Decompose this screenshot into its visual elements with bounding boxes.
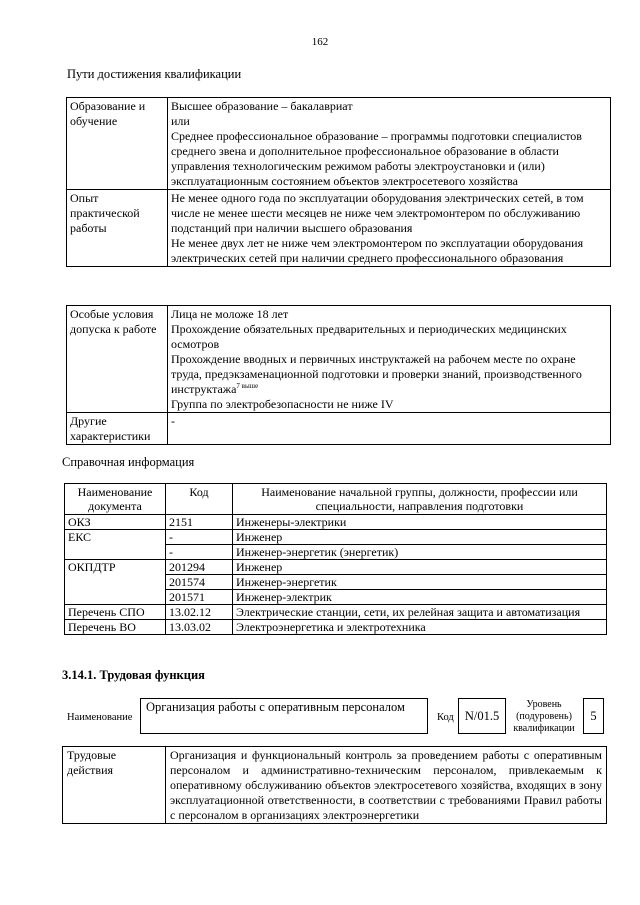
qualification-table: [66, 97, 611, 267]
education-label: Образование и обучение: [67, 98, 168, 190]
table-row: [65, 560, 607, 575]
cell-code: 2151: [166, 515, 233, 530]
table-row: [67, 306, 611, 413]
education-line: Высшее образование – бакалавриат: [171, 99, 353, 113]
cell-name: Инженер-энергетик: [233, 575, 607, 590]
reference-table: [64, 483, 607, 635]
cell-document: Перечень ВО: [65, 620, 166, 635]
cell-name: Электрические станции, сети, их релейная защита и автоматизация: [233, 605, 607, 620]
other-characteristics-label: Другие характеристики: [67, 413, 168, 445]
header-name: Наименование начальной группы, должности, профессии или специальности, направления подготовки: [233, 484, 607, 515]
function-name-label: Наименование: [67, 712, 133, 723]
conditions-table: [66, 305, 611, 445]
table-row: [65, 530, 607, 545]
education-line: или: [171, 114, 190, 128]
condition-line: Лица не моложе 18 лет: [171, 307, 289, 321]
cell-code: 201571: [166, 590, 233, 605]
footnote-mark: 7 выше: [236, 382, 259, 390]
special-conditions-value: [168, 306, 611, 413]
labor-actions-value: Организация и функциональный контроль за проведением работы с оперативным персоналом и административно-техническим персоналом, привлекаемым к оперативному обслуживанию объектов электросетевого хозяйства, входящих в зону эксплуатационной ответственности, в соответствии с требованиями Правил работы с персоналом в организациях электроэнергетики: [166, 747, 607, 824]
table-row: [65, 620, 607, 635]
cell-name: Инженер-электрик: [233, 590, 607, 605]
function-code-label: Код: [437, 712, 454, 723]
experience-line: Не менее двух лет не ниже чем электромонтером по эксплуатации оборудования электрических сетей при наличии среднего профессионального образования: [171, 236, 584, 265]
cell-name: Инженер: [233, 530, 607, 545]
reference-title: Справочная информация: [62, 455, 195, 469]
header-code: Код: [166, 484, 233, 515]
experience-value: [168, 190, 611, 267]
cell-document: ОКЗ: [65, 515, 166, 530]
qualification-section-title: Пути достижения квалификации: [67, 67, 242, 81]
experience-label: Опыт практической работы: [67, 190, 168, 267]
labor-actions-label: Трудовые действия: [63, 747, 166, 824]
cell-name: Электроэнергетика и электротехника: [233, 620, 607, 635]
table-header-row: [65, 484, 607, 515]
condition-text: Прохождение вводных и первичных инструктажей на рабочем месте по охране труда, предэкзаменационной подготовки и проверки знаний, производственного инструктажа: [171, 352, 582, 396]
cell-document: ОКПДТР: [65, 560, 166, 605]
table-row: [63, 747, 607, 824]
cell-code: 13.02.12: [166, 605, 233, 620]
cell-document: ЕКС: [65, 530, 166, 560]
labor-actions-table: [62, 746, 607, 824]
qualification-level-value: 5: [583, 698, 604, 734]
function-name-value: Организация работы с оперативным персоналом: [140, 698, 428, 734]
special-conditions-label: Особые условия допуска к работе: [67, 306, 168, 413]
function-code-value: N/01.5: [458, 698, 506, 734]
cell-code: -: [166, 530, 233, 545]
table-row: [67, 190, 611, 267]
table-row: [65, 515, 607, 530]
table-row: [67, 98, 611, 190]
cell-name: Инженер: [233, 560, 607, 575]
education-value: [168, 98, 611, 190]
cell-code: -: [166, 545, 233, 560]
experience-line: Не менее одного года по эксплуатации оборудования электрических сетей, в том числе не менее шести месяцев не ниже чем электромонтером по обслуживанию подстанций при наличии высшего образования: [171, 191, 584, 235]
other-characteristics-value: -: [168, 413, 611, 445]
header-document: Наименование документа: [65, 484, 166, 515]
condition-line: Прохождение обязательных предварительных и периодических медицинских осмотров: [171, 322, 567, 351]
qualification-level-label: Уровень (подуровень) квалификации: [513, 699, 575, 734]
table-row: [67, 413, 611, 445]
labor-function-heading: 3.14.1. Трудовая функция: [62, 668, 205, 682]
page-number: 162: [311, 36, 329, 48]
education-line: Среднее профессиональное образование – программы подготовки специалистов среднего звена и дополнительное профессиональное образование в области управления технологическим режимом работы электроустановки и (или) эксплуатационным состоянием объектов электросетевого хозяйства: [171, 129, 582, 188]
condition-line: Группа по электробезопасности не ниже IV: [171, 397, 394, 411]
table-row: [65, 605, 607, 620]
cell-name: Инженер-энергетик (энергетик): [233, 545, 607, 560]
cell-name: Инженеры-электрики: [233, 515, 607, 530]
cell-code: 13.03.02: [166, 620, 233, 635]
cell-document: Перечень СПО: [65, 605, 166, 620]
cell-code: 201574: [166, 575, 233, 590]
condition-line: [171, 352, 607, 397]
cell-code: 201294: [166, 560, 233, 575]
